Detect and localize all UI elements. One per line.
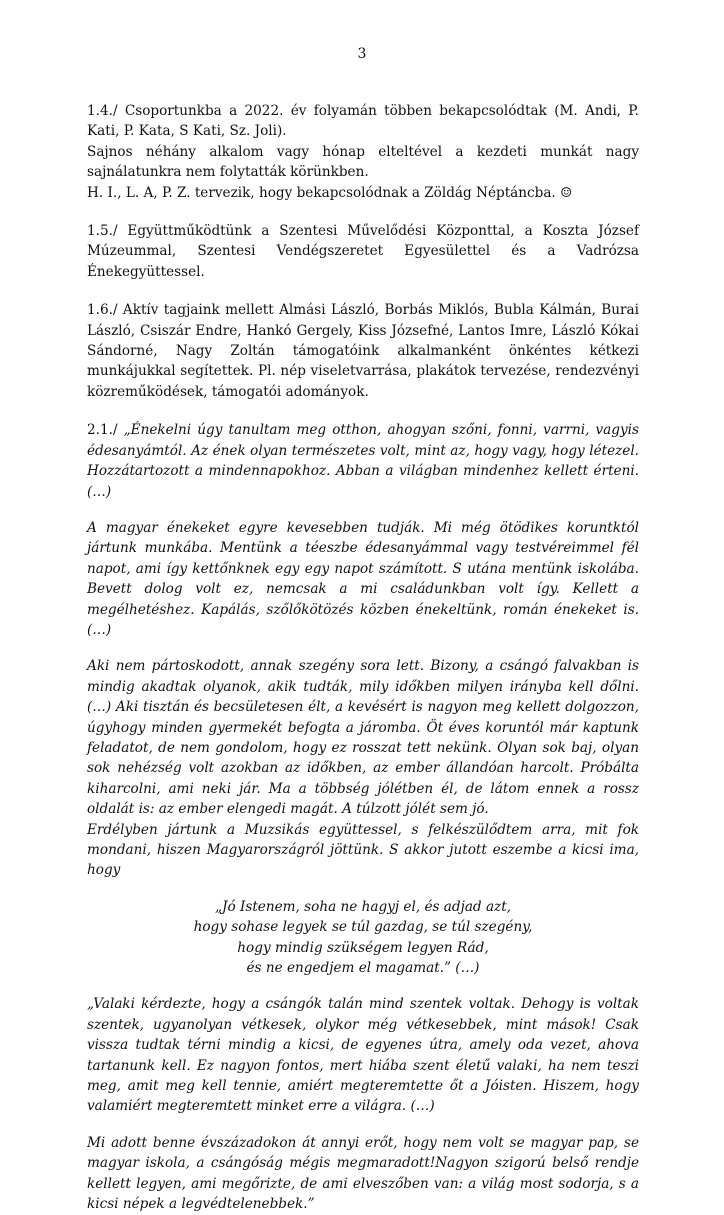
section-1-4-line-3: H. I., L. A, P. Z. tervezik, hogy bekapcsolódnak a Zöldág Néptáncba. ☺ <box>87 184 573 201</box>
section-2-1-number: 2.1./ <box>87 422 118 439</box>
prayer-poem <box>87 897 639 979</box>
quote-paragraph-2: A magyar énekeket egyre kevesebben tudják. Mi még ötödikes koruntktól jártunk munkába. Mentünk a téeszbe édesanyámmal vagy testvéreimmel fél napot, ami így kettőnknek egy egy napot számított. S utána mentünk iskolába. Bevett dolog volt ez, nemcsak a mi családunkban volt így. Kellett a megélhetéshez. Kapálás, szőlőkötözés közben énekeltünk, román énekeket is. (…) <box>87 519 639 638</box>
poem-line-4: és ne engedjem el magamat.” (…) <box>246 960 480 977</box>
poem-line-2: hogy sohase legyek se túl gazdag, se túl szegény, <box>193 919 533 936</box>
page-number: 3 <box>357 46 367 62</box>
section-1-6: 1.6./ Aktív tagjaink mellett Almási László, Borbás Miklós, Bubla Kálmán, Burai László, Csiszár Endre, Hankó Gergely, Kiss Józsefné, Lantos Imre, László Kókai Sándorné, Nagy Zoltán támogatóink alkalmanként önkéntes kétkezi munkájukkal segítettek. Pl. nép viseletvarrása, plakátok tervezése, rendezvényi közreműködések, támogatói adományok. <box>87 302 639 400</box>
quote-paragraph-3: Aki nem pártoskodott, annak szegény sora lett. Bizony, a csángó falvakban is mindig akadtak olyanok, akik tudták, mily időkben milyen irányba kell dőlni. (…) Aki tisztán és becsületesen élt, a kevésért is nagyon meg kellett dolgozzon, úgyhogy minden gyermekét befogta a járomba. Öt éves koruntól már kaptunk feladatot, de nem gondolom, hogy ez rosszat tett nekünk. Olyan sok baj, olyan sok nehézség volt azokban az időkben, az ember állandóan harcolt. Próbálta kiharcolni, ami neki jár. Ma a többség jólétben él, de látom ennek a rossz oldalát is: az ember elengedi magát. A túlzott jólét sem jó. <box>87 658 639 818</box>
quote-paragraph-6: Mi adott benne évszázadokon át annyi erőt, hogy nem volt se magyar pap, se magyar iskola, a csángóság mégis megmaradott!Nagyon szigorú belső rendje kellett legyen, ami megőrizte, de ami elveszőben van: a világ most sodorja, s a kicsi népek a legvédtelenebbek.” <box>87 1134 639 1213</box>
quote-paragraph-5: „Valaki kérdezte, hogy a csángók talán mind szentek voltak. Dehogy is voltak szentek, ugyanolyan vétkesek, olykor még vétkesebbek, mint mások! Csak vissza tudtak térni mindig a kicsi, de egyenes útra, amely oda vezet, ahova tartanunk kell. Ez nagyon fontos, mert hiába szent életű valaki, ha nem teszi meg, amit meg kell tennie, amiért megteremtette őt a Jóisten. Hiszem, hogy valamiért megteremtett minket erre a világra. (…) <box>87 996 639 1115</box>
quote-paragraph-4: Erdélyben jártunk a Muzsikás együttessel, s felkészülődtem arra, mit fok mondani, hiszen Magyarországról jöttünk. S akkor jutott eszembe a kicsi ima, hogy <box>87 821 639 879</box>
poem-line-3: hogy mindig szükségem legyen Rád, <box>237 939 489 956</box>
section-1-5: 1.5./ Együttműködtünk a Szentesi Művelődési Központtal, a Koszta József Múzeummal, Szentesi Vendégszeretet Egyesülettel és a Vadrózsa Énekegyüttessel. <box>87 223 639 280</box>
section-1-4-line-1: 1.4./ Csoportunkba a 2022. év folyamán többen bekapcsolódtak (M. Andi, P. Kati, P. Kata, S Kati, Sz. Joli). <box>87 103 639 140</box>
section-1-4-line-2: Sajnos néhány alkalom vagy hónap elteltével a kezdeti munkát nagy sajnálatunkra nem folytatták körünkben. <box>87 143 639 181</box>
section-2-1 <box>87 420 639 1214</box>
poem-line-1: „Jó Istenem, soha ne hagyj el, és adjad azt, <box>215 898 511 915</box>
document-body <box>87 101 639 1215</box>
section-2-1-paragraph-1 <box>87 420 639 502</box>
quote-paragraph-1: „Énekelni úgy tanultam meg otthon, ahogyan szőni, fonni, varrni, vagyis édesanyámtól. Az ének olyan természetes volt, mint az, hogy vagy, hogy létezel. Hozzátartozott a mindennapokhoz. Abban a világban mindenhez kellett érteni. (…) <box>87 422 639 500</box>
section-1-4 <box>87 101 639 203</box>
